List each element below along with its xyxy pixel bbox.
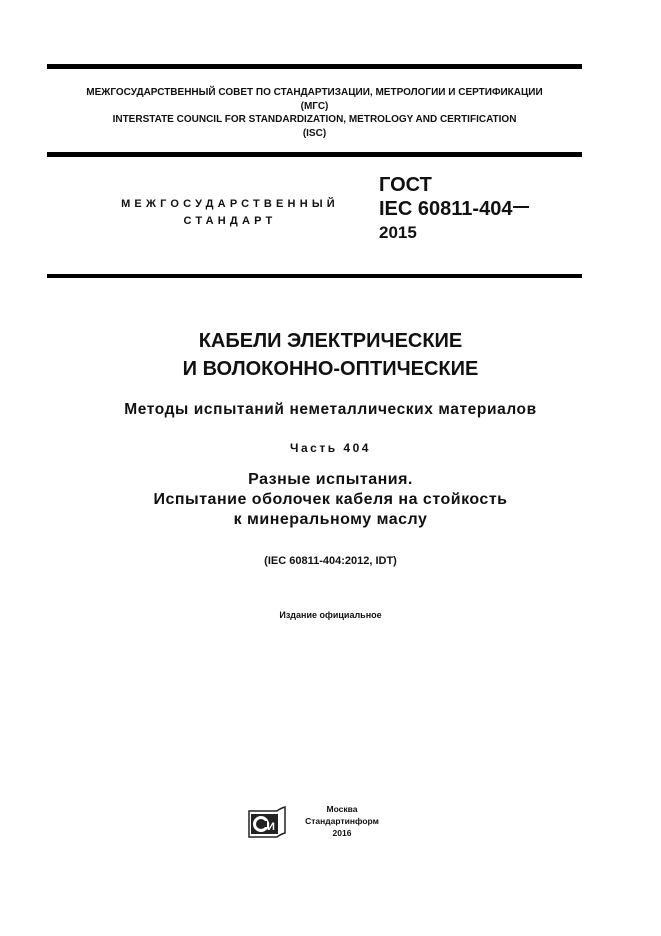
top-rule bbox=[47, 64, 582, 69]
iec-reference: (IEC 60811-404:2012, IDT) bbox=[264, 555, 397, 567]
document-subtitle: Методы испытаний неметаллических материалов bbox=[124, 401, 537, 418]
council-name-en: INTERSTATE COUNCIL FOR STANDARDIZATION, METROLOGY AND CERTIFICATION bbox=[112, 114, 517, 125]
part-title-line3: к минеральному маслу bbox=[233, 511, 428, 528]
part-title-line1: Разные испытания. bbox=[248, 471, 413, 488]
middle-rule bbox=[47, 152, 582, 157]
title-line2: И ВОЛОКОННО-ОПТИЧЕСКИЕ bbox=[182, 358, 479, 380]
standard-label-line1: МЕЖГОСУДАРСТВЕННЫЙ bbox=[121, 198, 339, 210]
publisher-info bbox=[297, 803, 387, 839]
council-abbr-en: (ISC) bbox=[302, 127, 327, 139]
gost-year: 2015 bbox=[379, 223, 417, 242]
council-abbr-ru: (МГС) bbox=[300, 100, 329, 112]
standartinform-logo-icon bbox=[247, 805, 287, 839]
dash-mark bbox=[513, 206, 529, 208]
standard-label bbox=[80, 196, 380, 230]
publisher-name: Стандартинформ bbox=[305, 816, 379, 826]
edition-note: Издание официальное bbox=[279, 610, 382, 620]
svg-text:И: И bbox=[267, 821, 275, 833]
council-name-ru: МЕЖГОСУДАРСТВЕННЫЙ СОВЕТ ПО СТАНДАРТИЗАЦИИ, МЕТРОЛОГИИ И СЕРТИФИКАЦИИ bbox=[86, 87, 543, 98]
gost-label: ГОСТ bbox=[379, 174, 432, 196]
gost-designation bbox=[379, 173, 529, 245]
standard-label-line2: СТАНДАРТ bbox=[183, 215, 277, 227]
publisher-block bbox=[247, 803, 397, 843]
part-number: Часть 404 bbox=[290, 441, 371, 455]
document-title bbox=[0, 327, 661, 383]
part-title-line2: Испытание оболочек кабеля на стойкость bbox=[153, 491, 508, 508]
title-line1: КАБЕЛИ ЭЛЕКТРИЧЕСКИЕ bbox=[198, 330, 463, 352]
publisher-city: Москва bbox=[326, 804, 358, 814]
council-header bbox=[47, 86, 582, 140]
publisher-year: 2016 bbox=[332, 828, 352, 838]
part-title bbox=[0, 470, 661, 530]
gost-number: IEC 60811-404 bbox=[379, 198, 513, 220]
bottom-rule bbox=[47, 274, 582, 278]
